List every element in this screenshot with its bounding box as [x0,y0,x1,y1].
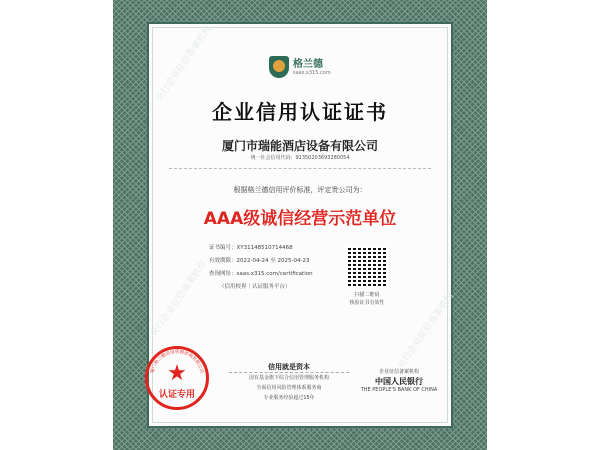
credit-code: 统一社会信用代码：91350203693280054 [250,155,350,161]
official-seal [145,346,209,410]
field-cert-number: 证书编号：XY311485107144​68 [209,245,293,251]
divider [169,168,431,169]
certificate-title: 企业信用认证证书 [212,100,388,124]
pboc-english: THE PEOPLE'S BANK OF CHINA [360,387,438,393]
seal-ring-text: 厦门格兰德信用管理咨询有限公司 [150,350,204,374]
qr-code[interactable] [346,246,388,288]
slogan-line: 国有基金旗下综合信用管理服务机构 [248,375,329,381]
registry-block [359,368,439,395]
slogan-block [229,362,349,403]
star-icon: ★ [167,361,187,386]
pboc-logo: 中国人民银行 [375,377,423,386]
seal-ring [145,346,209,410]
basis-text: 根据格兰德信用评价标准，评定贵公司为： [233,186,367,194]
brand-name: 格兰德 [293,58,323,70]
watermark: 央行企业征信备案机构 [154,24,214,104]
company-name: 厦门市瑞能酒店设备有限公司 [221,139,378,153]
brand-site: saas.x315.com [293,69,331,76]
seal-text: 认证专用 [158,390,195,400]
watermark: 央行企业征信备案机构 [396,291,456,371]
certificate-body [147,22,456,428]
field-query-url: 查询网址：saas.x315.com/certification [209,271,313,277]
field-platform: （信用校界｜认证服务平台） [219,284,291,290]
certificate-fields [209,242,313,294]
field-validity: 有效期限：2022-04-24 至 2025-04-23 [209,258,310,264]
qr-caption: 扫描二维码 核验证书有效性 [349,292,385,306]
slogan-line: 全面信用风险管理体系服务商 [256,385,322,391]
shield-logo-icon [269,56,289,78]
logo [269,56,331,78]
watermark: 央行企业征信备案机构 [149,259,209,339]
slogan-line: 专业服务经验超过15年 [263,395,315,401]
slogan-heading: 信用就是资本 [229,362,349,373]
award-title: AAA级诚信经营示范单位 [203,209,397,229]
registry-heading: 企业征信备案机构 [378,369,419,375]
